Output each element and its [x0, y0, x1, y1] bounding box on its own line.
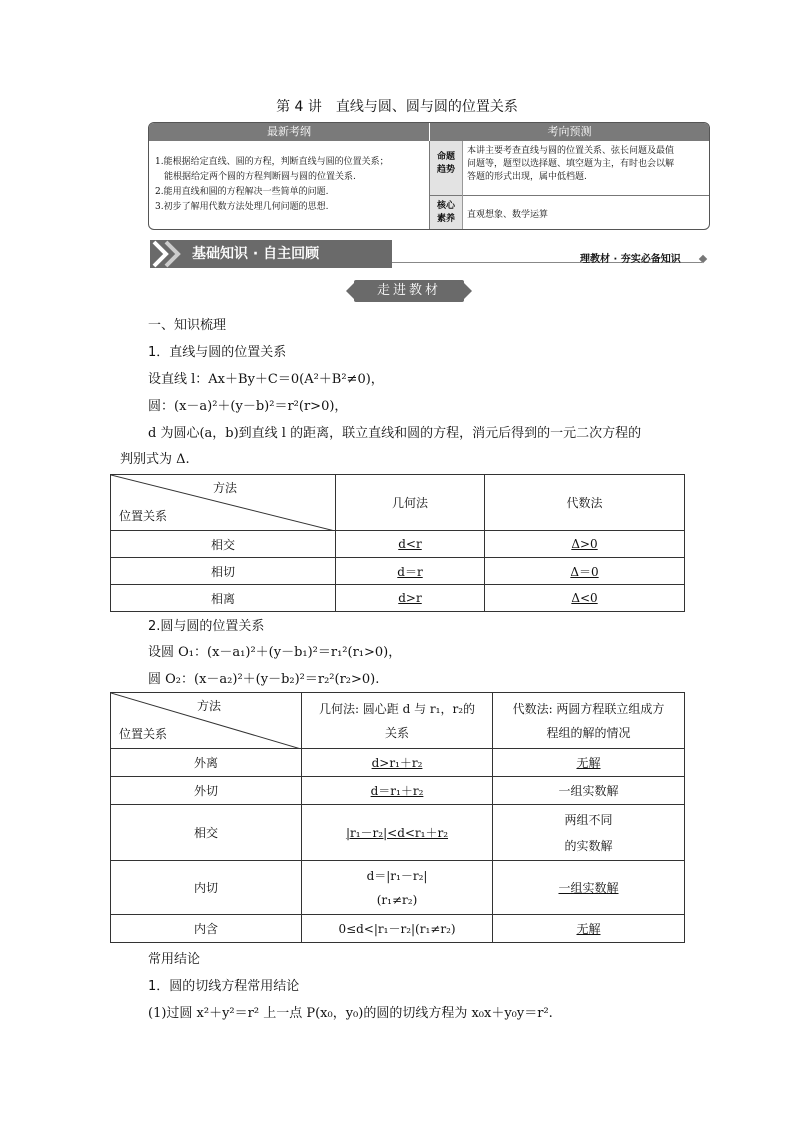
subsection-heading: 2.圆与圆的位置关系 [148, 619, 265, 634]
table-corner [111, 693, 302, 749]
tangent-conclusion: (1)过圆 x²＋y²＝r² 上一点 P(x₀，y₀)的圆的切线方程为 x₀x＋y₀y＝r². [148, 1006, 553, 1021]
trend-line: 问题等，题型以选择题、填空题为主，有时也会以解 [467, 159, 675, 169]
distance-definition: d 为圆心(a，b)到直线 l 的距离，联立直线和圆的方程，消元后得到的一元二次方程的 [148, 426, 642, 441]
table-row [111, 861, 685, 915]
exam-outline-box [148, 122, 710, 230]
table-cell: d>r₁＋r₂ [302, 749, 493, 777]
table-cell: 内切 [111, 861, 302, 915]
trend-tag [430, 141, 462, 195]
table-cell: d>r [336, 585, 485, 612]
table-row [111, 777, 685, 805]
column-header [302, 693, 493, 749]
cell-line: 两组不同 [564, 812, 613, 827]
outline-left-header: 最新考纲 [149, 123, 430, 141]
section-banner: 基础知识 · 自主回顾 [150, 240, 392, 268]
table-row [111, 805, 685, 861]
outline-item: 3.初步了解用代数方法处理几何问题的思想. [155, 202, 329, 212]
page-title: 第 4 讲 直线与圆、圆与圆的位置关系 [276, 99, 518, 115]
discriminant-definition: 判别式为 Δ. [120, 452, 190, 467]
table-cell: 外切 [111, 777, 302, 805]
table-cell: 相离 [111, 585, 336, 612]
table-cell [302, 861, 493, 915]
table-cell: d＝r [336, 558, 485, 585]
trend-tag-line: 趋势 [436, 165, 455, 175]
table-row [111, 531, 685, 558]
table-cell: 内含 [111, 915, 302, 943]
table-row [111, 749, 685, 777]
table-cell: 无解 [493, 749, 685, 777]
table-cell: 无解 [493, 915, 685, 943]
outline-right-header: 考向预测 [430, 123, 709, 141]
line-definition: 设直线 l：Ax＋By＋C＝0(A²＋B²≠0)， [148, 372, 384, 387]
section-heading: 常用结论 [148, 952, 201, 967]
column-header-line: 代数法: 两圆方程联立组成方 [512, 701, 665, 716]
cell-line: (r₁≠r₂) [376, 892, 418, 907]
trend-line: 答题的形式出现，属中低档题. [467, 172, 587, 182]
column-header [493, 693, 685, 749]
table-row [111, 915, 685, 943]
textbook-pill: 走进教材 [354, 280, 464, 302]
outline-item: 1.能根据给定直线、圆的方程，判断直线与圆的位置关系； [155, 157, 389, 167]
outline-items [155, 155, 425, 215]
section-heading: 一、知识梳理 [148, 318, 227, 333]
core-tag [430, 196, 462, 229]
circle-o2-definition: 圆 O₂：(x－a₂)²＋(y－b₂)²＝r₂²(r₂>0). [148, 672, 380, 687]
column-header-line: 关系 [384, 725, 409, 740]
subsection-heading: 1．直线与圆的位置关系 [148, 345, 287, 360]
table-cell: 相交 [111, 805, 302, 861]
table-cell: 0≤d<|r₁－r₂|(r₁≠r₂) [302, 915, 493, 943]
table-cell [493, 805, 685, 861]
corner-relation: 位置关系 [119, 509, 168, 523]
subsection-heading: 1．圆的切线方程常用结论 [148, 979, 300, 994]
outline-item: 2.能用直线和圆的方程解决一些简单的问题. [155, 187, 329, 197]
trend-line: 本讲主要考查直线与圆的位置关系、弦长问题及最值 [467, 146, 675, 156]
core-tag-line: 核心 [436, 201, 455, 211]
table-cell: 一组实数解 [493, 777, 685, 805]
trend-text [467, 145, 705, 184]
circle-o1-definition: 设圆 O₁：(x－a₁)²＋(y－b₁)²＝r₁²(r₁>0)， [148, 645, 402, 660]
chevron-icon [150, 240, 190, 268]
table-row [111, 585, 685, 612]
trend-tag-line: 命题 [436, 152, 455, 162]
core-text: 直观想象、数学运算 [467, 210, 549, 220]
banner-subtitle: 理教材 · 夯实必备知识 [580, 254, 681, 265]
column-header: 几何法 [336, 475, 485, 531]
circle-circle-table [110, 692, 685, 943]
outline-item: 能根据给定两个圆的方程判断圆与圆的位置关系. [155, 172, 356, 182]
column-header-line: 程组的解的情况 [546, 725, 631, 740]
circle-definition: 圆：(x－a)²＋(y－b)²＝r²(r>0)， [148, 399, 348, 414]
table-cell: 相交 [111, 531, 336, 558]
corner-relation: 位置关系 [119, 727, 168, 741]
core-tag-line: 素养 [436, 214, 455, 224]
column-header-line: 几何法: 圆心距 d 与 r₁，r₂的 [318, 701, 476, 716]
table-cell: Δ＝0 [485, 558, 685, 585]
line-circle-table [110, 474, 685, 612]
table-cell: Δ<0 [485, 585, 685, 612]
table-cell: 一组实数解 [493, 861, 685, 915]
corner-method: 方法 [212, 481, 237, 495]
table-row [111, 558, 685, 585]
corner-method: 方法 [196, 699, 221, 713]
table-cell: 外离 [111, 749, 302, 777]
cell-line: d＝|r₁－r₂| [366, 868, 428, 883]
cell-line: 的实数解 [564, 838, 613, 853]
table-cell: d＝r₁＋r₂ [302, 777, 493, 805]
table-cell: d<r [336, 531, 485, 558]
table-cell: |r₁－r₂|<d<r₁＋r₂ [302, 805, 493, 861]
table-cell: 相切 [111, 558, 336, 585]
table-corner [111, 475, 336, 531]
table-cell: Δ>0 [485, 531, 685, 558]
column-header: 代数法 [485, 475, 685, 531]
